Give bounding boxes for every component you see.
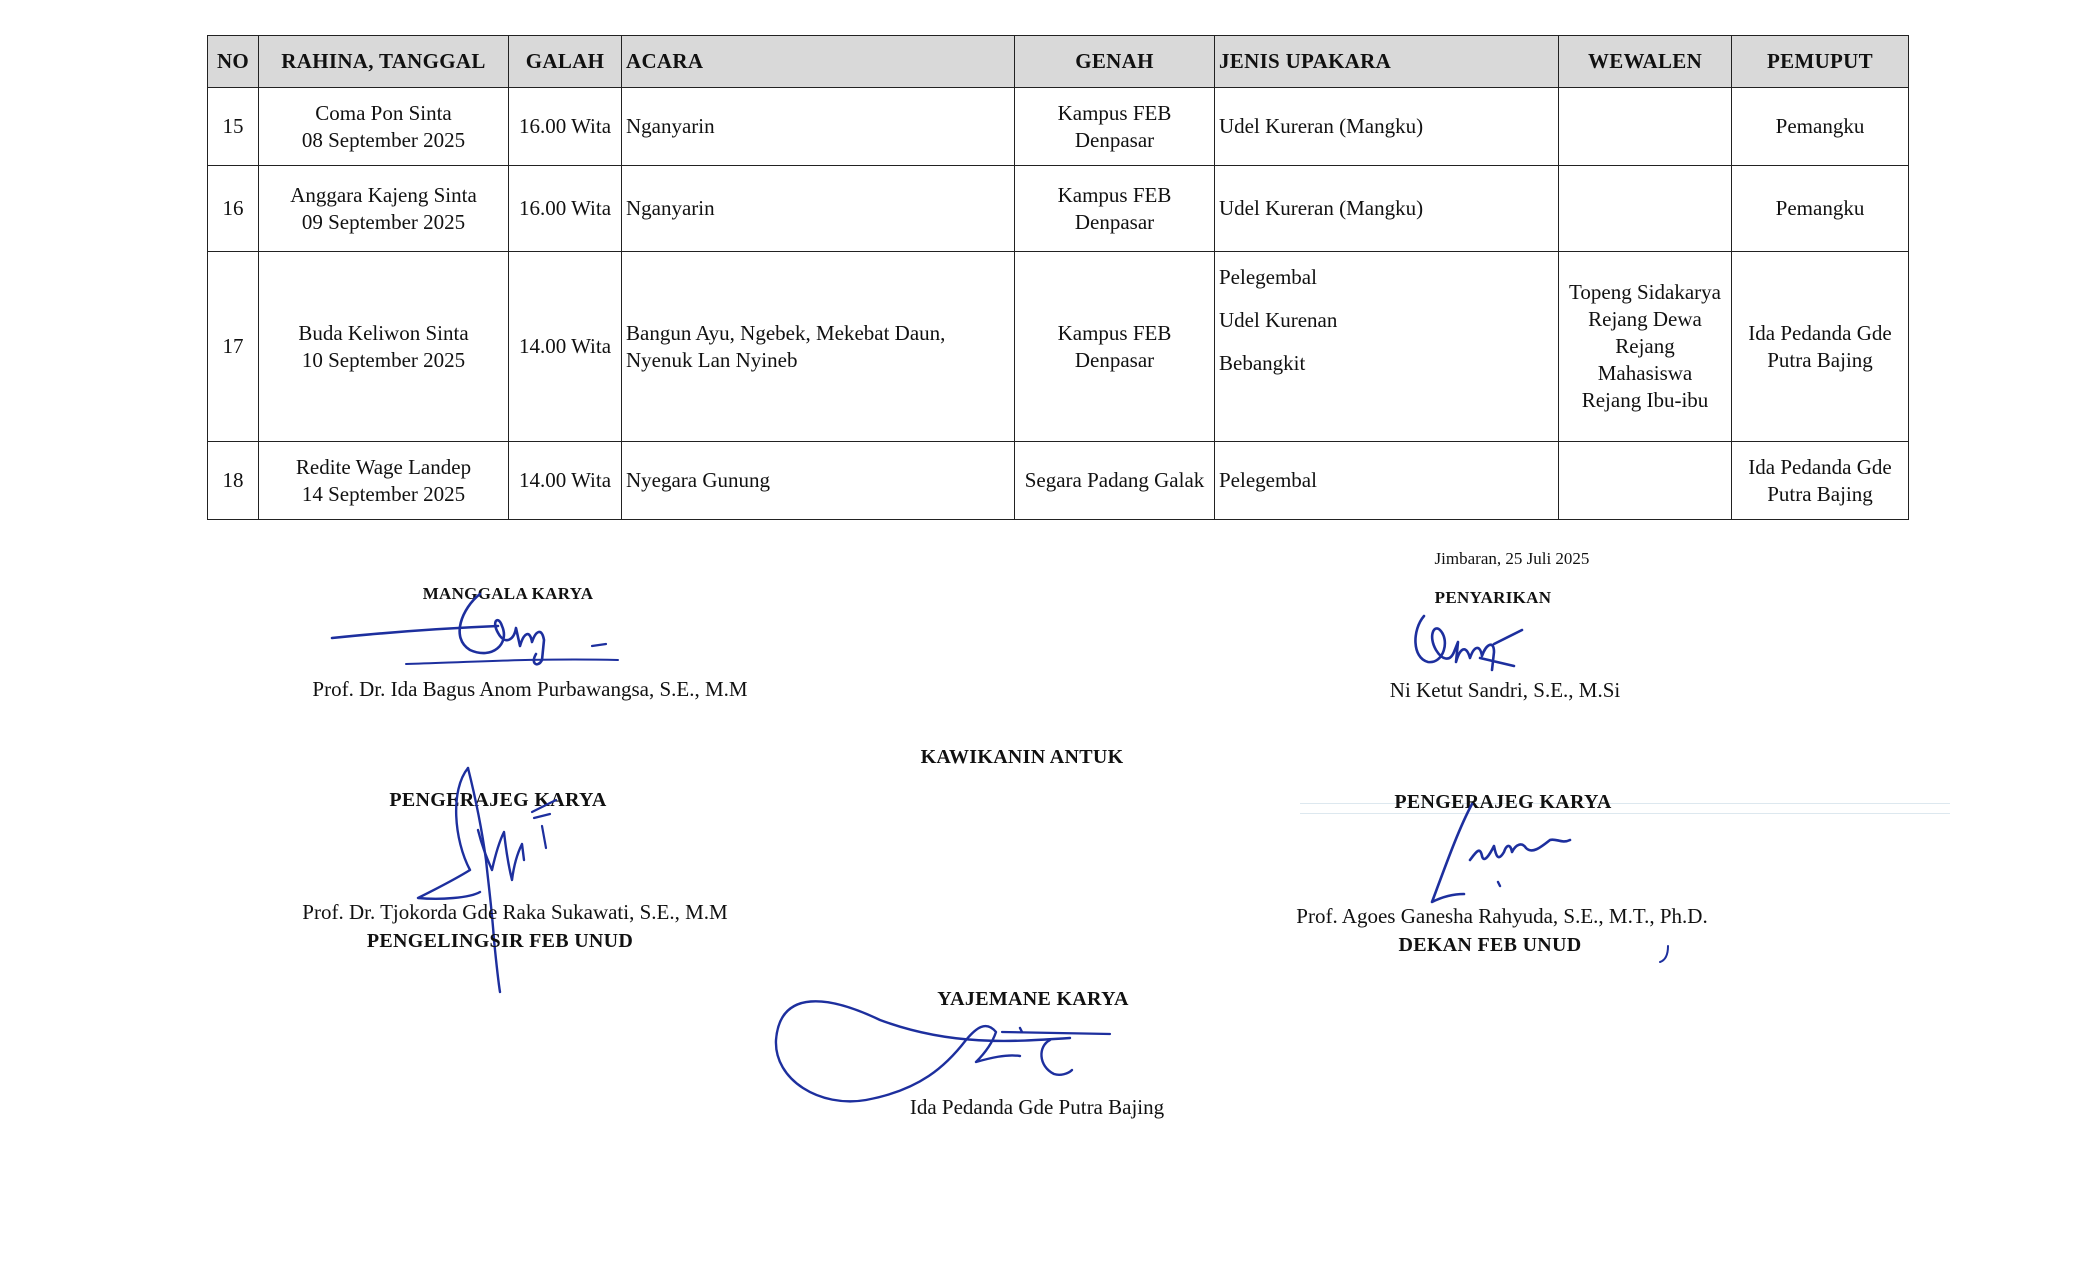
table-header-row: [208, 36, 1909, 88]
pengerajeg-left-role: PENGERAJEG KARYA: [389, 789, 607, 811]
cell-wewalen: [1559, 442, 1732, 520]
cell-acara: [622, 166, 1015, 252]
pemuput-line: Pemangku: [1775, 114, 1865, 138]
genah-line: Kampus FEB: [1057, 182, 1172, 207]
genah-line: Kampus FEB: [1057, 320, 1172, 345]
cell-no: 15: [208, 88, 259, 166]
cell-galah: 16.00 Wita: [509, 166, 622, 252]
pemuput-line: Pemangku: [1775, 196, 1865, 220]
cell-pemuput: [1732, 166, 1909, 252]
cell-galah: 14.00 Wita: [509, 442, 622, 520]
upakara-line: Udel Kurenan: [1219, 308, 1338, 332]
header-wewalen: WEWALEN: [1559, 36, 1732, 88]
upakara-line: Udel Kureran (Mangku): [1219, 114, 1424, 138]
genah-line: Denpasar: [1074, 127, 1155, 152]
manggala-signature: [330, 588, 630, 678]
rahina-day: Buda Keliwon Sinta: [298, 320, 469, 345]
header-jenis-upakara: JENIS UPAKARA: [1215, 36, 1559, 88]
penyarikan-name: Ni Ketut Sandri, S.E., M.Si: [1389, 678, 1621, 702]
upakara-line: Pelegembal: [1219, 468, 1317, 492]
pengelingsir-title: PENGELINGSIR FEB UNUD: [366, 930, 634, 952]
cell-galah: 14.00 Wita: [509, 252, 622, 442]
rahina-date: 14 September 2025: [301, 481, 466, 506]
table-row: [208, 166, 1909, 252]
header-pemuput: PEMUPUT: [1732, 36, 1909, 88]
genah-line: Denpasar: [1074, 347, 1155, 372]
ceremony-schedule-table: [207, 35, 1909, 520]
cell-no: 17: [208, 252, 259, 442]
ink-mark: [1656, 944, 1676, 966]
upakara-line: Bebangkit: [1219, 351, 1306, 375]
genah-line: Segara Padang Galak: [1024, 468, 1205, 492]
cell-acara: [622, 88, 1015, 166]
cell-galah: 16.00 Wita: [509, 88, 622, 166]
genah-line: Kampus FEB: [1057, 100, 1172, 125]
pengerajeg-left-signature: [410, 760, 580, 1000]
cell-no: 16: [208, 166, 259, 252]
pemuput-line: Ida Pedanda Gde: [1748, 320, 1892, 345]
place-date: Jimbaran, 25 Juli 2025: [1434, 549, 1590, 568]
upakara-line: Pelegembal: [1219, 265, 1317, 289]
header-acara: ACARA: [622, 36, 1015, 88]
penyarikan-signature: [1410, 600, 1550, 680]
cell-rahina: [259, 442, 509, 520]
cell-pemuput: [1732, 442, 1909, 520]
rahina-date: 09 September 2025: [301, 209, 466, 234]
yajemane-role: YAJEMANE KARYA: [937, 988, 1129, 1010]
pemuput-line: Ida Pedanda Gde: [1748, 454, 1892, 479]
wewalen-line: Rejang: [1615, 334, 1675, 358]
cell-upakara: [1215, 166, 1559, 252]
manggala-role: MANGGALA KARYA: [422, 584, 594, 603]
cell-acara: [622, 252, 1015, 442]
cell-upakara: [1215, 88, 1559, 166]
header-no: NO: [208, 36, 259, 88]
pengerajeg-right-name: Prof. Agoes Ganesha Rahyuda, S.E., M.T., Ph.D.: [1296, 904, 1708, 928]
cell-acara: [622, 442, 1015, 520]
cell-rahina: [259, 166, 509, 252]
cell-wewalen: [1559, 88, 1732, 166]
manggala-name: Prof. Dr. Ida Bagus Anom Purbawangsa, S.E., M.M: [312, 677, 748, 701]
rahina-day: Redite Wage Landep: [295, 454, 472, 479]
table-row: [208, 252, 1909, 442]
dekan-title: DEKAN FEB UNUD: [1398, 934, 1582, 956]
rahina-date: 08 September 2025: [301, 127, 466, 152]
cell-rahina: [259, 88, 509, 166]
wewalen-line: Rejang Ibu-ibu: [1581, 388, 1709, 412]
acara-line: Bangun Ayu, Ngebek, Mekebat Daun,: [626, 320, 946, 345]
cell-upakara: [1215, 252, 1559, 442]
kawikanin-antuk-label: KAWIKANIN ANTUK: [920, 746, 1124, 768]
cell-pemuput: [1732, 252, 1909, 442]
cell-genah: [1015, 252, 1215, 442]
wewalen-line: Rejang Dewa: [1588, 307, 1702, 331]
genah-line: Denpasar: [1074, 209, 1155, 234]
cell-genah: [1015, 442, 1215, 520]
cell-wewalen: [1559, 252, 1732, 442]
pemuput-line: Putra Bajing: [1767, 347, 1873, 372]
yajemane-name: Ida Pedanda Gde Putra Bajing: [909, 1095, 1165, 1119]
cell-genah: [1015, 166, 1215, 252]
cell-rahina: [259, 252, 509, 442]
rahina-date: 10 September 2025: [301, 347, 466, 372]
cell-pemuput: [1732, 88, 1909, 166]
rahina-day: Anggara Kajeng Sinta: [290, 182, 477, 207]
cell-upakara: [1215, 442, 1559, 520]
header-rahina-tanggal: RAHINA, TANGGAL: [259, 36, 509, 88]
table-row: [208, 442, 1909, 520]
pengerajeg-right-signature: [1410, 790, 1590, 920]
upakara-line: Udel Kureran (Mangku): [1219, 196, 1424, 220]
pengerajeg-left-name: Prof. Dr. Tjokorda Gde Raka Sukawati, S.E., M.M: [302, 900, 728, 924]
wewalen-line: Topeng Sidakarya: [1569, 280, 1721, 304]
acara-line: Nganyarin: [626, 114, 715, 138]
table-row: [208, 88, 1909, 166]
acara-line: Nyenuk Lan Nyineb: [626, 347, 798, 372]
penyarikan-role: PENYARIKAN: [1434, 588, 1552, 607]
cell-genah: [1015, 88, 1215, 166]
wewalen-line: Mahasiswa: [1597, 361, 1693, 385]
header-genah: GENAH: [1015, 36, 1215, 88]
cell-no: 18: [208, 442, 259, 520]
pengerajeg-right-role: PENGERAJEG KARYA: [1394, 791, 1612, 813]
pemuput-line: Putra Bajing: [1767, 481, 1873, 506]
acara-line: Nyegara Gunung: [626, 468, 771, 492]
cell-wewalen: [1559, 166, 1732, 252]
acara-line: Nganyarin: [626, 196, 715, 220]
rahina-day: Coma Pon Sinta: [315, 100, 452, 125]
header-galah: GALAH: [509, 36, 622, 88]
